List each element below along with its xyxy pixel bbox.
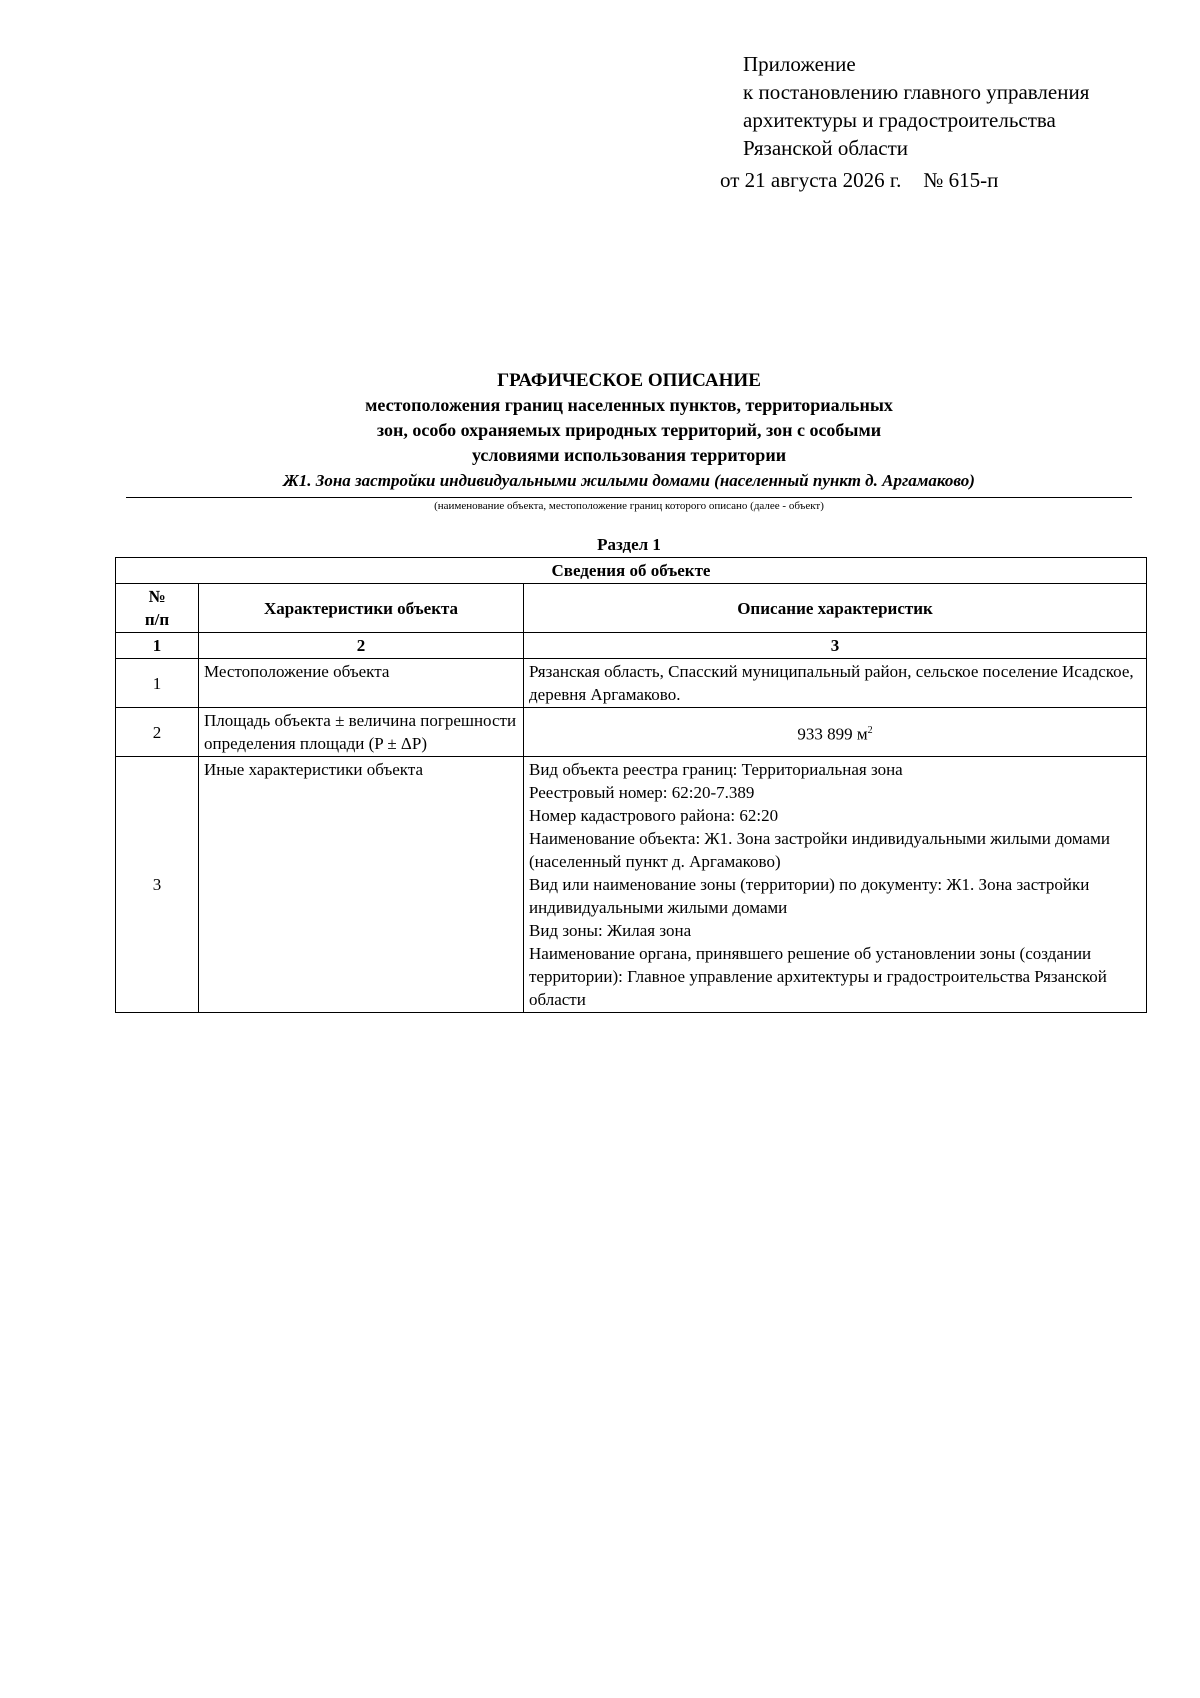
- area-value-cell: [524, 708, 1147, 757]
- appendix-header: [743, 50, 1089, 162]
- row-number: 2: [116, 708, 199, 757]
- row-description: Рязанская область, Спасский муниципальный район, сельское поселение Исадское, деревня Аргамаково.: [524, 659, 1147, 708]
- table-row: [116, 659, 1147, 708]
- col-number: 2: [199, 633, 524, 659]
- object-name-caption: (наименование объекта, местоположение границ которого описано (далее - объект): [434, 500, 824, 512]
- table-header-row: [116, 584, 1147, 633]
- area-unit-superscript: 2: [867, 724, 873, 736]
- description-line: Вид или наименование зоны (территории) по документу: Ж1. Зона застройки индивидуальными жилыми домами: [529, 875, 1090, 917]
- subtitle-line: местоположения границ населенных пунктов, территориальных: [365, 395, 893, 415]
- table-title: Сведения об объекте: [116, 558, 1147, 584]
- table-row: [116, 757, 1147, 1013]
- table-row: [116, 708, 1147, 757]
- col-number: 3: [524, 633, 1147, 659]
- area-value: 933 899 м: [797, 724, 868, 744]
- section-title: Раздел 1: [597, 535, 661, 554]
- row-description: [524, 757, 1147, 1013]
- description-line: Наименование объекта: Ж1. Зона застройки индивидуальными жилыми домами (населенный пункт д. Аргамаково): [529, 829, 1110, 871]
- main-title: ГРАФИЧЕСКОЕ ОПИСАНИЕ: [497, 370, 761, 391]
- decree-number: № 615-п: [923, 168, 999, 192]
- description-line: Вид зоны: Жилая зона: [529, 921, 692, 940]
- description-line: Реестровый номер: 62:20-7.389: [529, 783, 755, 802]
- description-line: Наименование органа, принявшего решение об установлении зоны (создании территории): Главное управление архитектуры и градостроительства Рязанской области: [529, 944, 1107, 1009]
- col-number: 1: [116, 633, 199, 659]
- subtitle-line: зон, особо охраняемых природных территорий, зон с особыми: [376, 420, 882, 440]
- appendix-line: Рязанской области: [743, 136, 909, 160]
- document-title: [115, 368, 1143, 468]
- object-name-underline: [126, 497, 1132, 498]
- appendix-line: архитектуры и градостроительства: [743, 108, 1056, 132]
- row-number: 3: [116, 757, 199, 1013]
- description-line: Номер кадастрового района: 62:20: [529, 806, 779, 825]
- decree-date-number: [720, 168, 998, 193]
- row-characteristic: Иные характеристики объекта: [199, 757, 524, 1013]
- row-characteristic: Площадь объекта ± величина погрешности определения площади (P ± ΔP): [199, 708, 524, 757]
- row-characteristic: Местоположение объекта: [199, 659, 524, 708]
- column-number-row: [116, 633, 1147, 659]
- object-info-table: [115, 557, 1147, 1013]
- header-number: № п/п: [116, 584, 199, 633]
- appendix-line: Приложение: [743, 52, 856, 76]
- row-number: 1: [116, 659, 199, 708]
- description-line: Вид объекта реестра границ: Территориальная зона: [529, 760, 903, 779]
- table-title-row: [116, 558, 1147, 584]
- appendix-line: к постановлению главного управления: [743, 80, 1090, 104]
- header-description: Описание характеристик: [524, 584, 1147, 633]
- header-characteristic: Характеристики объекта: [199, 584, 524, 633]
- subtitle-line: условиями использования территории: [471, 445, 787, 465]
- object-name: Ж1. Зона застройки индивидуальными жилыми домами (населенный пункт д. Аргамаково): [283, 471, 975, 490]
- decree-date: от 21 августа 2026 г.: [720, 168, 902, 192]
